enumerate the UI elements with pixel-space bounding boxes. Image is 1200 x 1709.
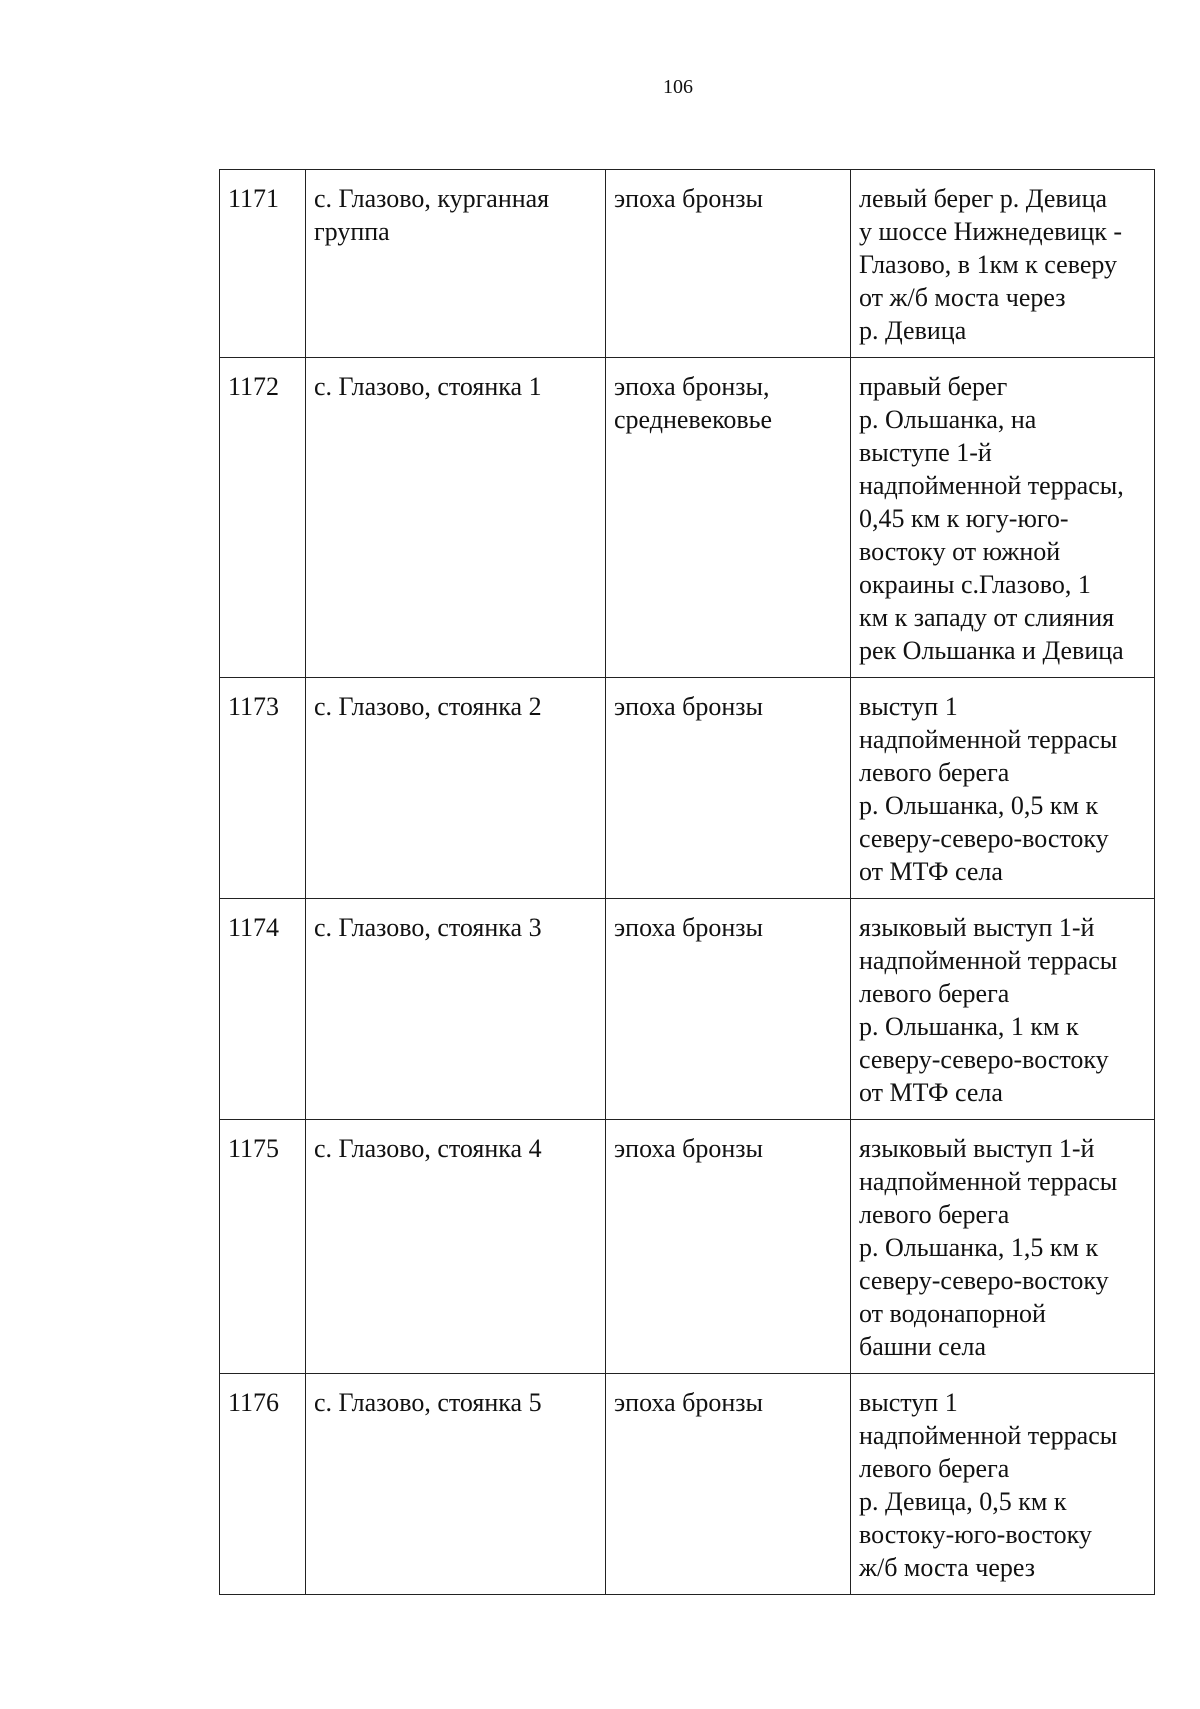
site-name-cell: с. Глазово, стоянка 1 <box>306 358 606 678</box>
epoch-cell: эпоха бронзы <box>606 1374 851 1595</box>
epoch-cell: эпоха бронзы <box>606 899 851 1120</box>
table-row <box>220 358 1155 678</box>
heritage-sites-table <box>219 169 1155 1595</box>
location-line: северу-северо-востоку <box>859 1266 1109 1295</box>
table-row <box>220 1120 1155 1374</box>
location-line: левого берега <box>859 758 1010 787</box>
location-line: выступ 1 <box>859 692 958 721</box>
site-name-cell: с. Глазово, стоянка 2 <box>306 678 606 899</box>
location-line: р. Девица <box>859 316 967 345</box>
table-body <box>220 170 1155 1595</box>
location-line: правый берег <box>859 372 1008 401</box>
location-line: востоку-юго-востоку <box>859 1520 1092 1549</box>
location-line: левого берега <box>859 1200 1010 1229</box>
location-line: от МТФ села <box>859 1078 1003 1107</box>
location-line: р. Ольшанка, 1 км к <box>859 1012 1079 1041</box>
location-cell <box>851 1374 1155 1595</box>
row-number-cell: 1172 <box>220 358 306 678</box>
site-name-cell: с. Глазово, стоянка 5 <box>306 1374 606 1595</box>
site-name-cell: с. Глазово, стоянка 4 <box>306 1120 606 1374</box>
row-number-cell: 1176 <box>220 1374 306 1595</box>
location-line: северу-северо-востоку <box>859 1045 1109 1074</box>
location-line: рек Ольшанка и Девица <box>859 636 1124 665</box>
location-line: ж/б моста через <box>859 1553 1036 1582</box>
location-line: окраины с.Глазово, 1 <box>859 570 1091 599</box>
location-line: северу-северо-востоку <box>859 824 1109 853</box>
location-line: левый берег р. Девица <box>859 184 1108 213</box>
location-line: р. Ольшанка, на <box>859 405 1037 434</box>
location-line: выступе 1-й <box>859 438 992 467</box>
location-line: км к западу от слияния <box>859 603 1115 632</box>
location-line: от МТФ села <box>859 857 1003 886</box>
epoch-cell: эпоха бронзы <box>606 170 851 358</box>
site-name-cell: с. Глазово, стоянка 3 <box>306 899 606 1120</box>
location-cell <box>851 1120 1155 1374</box>
location-line: языковый выступ 1-й <box>859 1134 1095 1163</box>
location-line: надпойменной террасы <box>859 1167 1118 1196</box>
row-number-cell: 1171 <box>220 170 306 358</box>
table-row <box>220 678 1155 899</box>
epoch-cell: эпоха бронзы, средневековье <box>606 358 851 678</box>
table-row <box>220 170 1155 358</box>
location-line: р. Ольшанка, 0,5 км к <box>859 791 1099 820</box>
row-number-cell: 1174 <box>220 899 306 1120</box>
location-line: башни села <box>859 1332 987 1361</box>
location-line: левого берега <box>859 979 1010 1008</box>
location-line: востоку от южной <box>859 537 1061 566</box>
site-name-cell: с. Глазово, курганная группа <box>306 170 606 358</box>
location-line: надпойменной террасы <box>859 1421 1118 1450</box>
location-line: у шоссе Нижнедевицк - <box>859 217 1123 246</box>
location-cell <box>851 358 1155 678</box>
location-cell <box>851 678 1155 899</box>
location-line: р. Девица, 0,5 км к <box>859 1487 1067 1516</box>
location-cell <box>851 170 1155 358</box>
location-cell <box>851 899 1155 1120</box>
epoch-cell: эпоха бронзы <box>606 678 851 899</box>
epoch-cell: эпоха бронзы <box>606 1120 851 1374</box>
location-line: левого берега <box>859 1454 1010 1483</box>
location-line: выступ 1 <box>859 1388 958 1417</box>
location-line: Глазово, в 1км к северу <box>859 250 1118 279</box>
location-line: от ж/б моста через <box>859 283 1066 312</box>
table-row <box>220 1374 1155 1595</box>
location-line: р. Ольшанка, 1,5 км к <box>859 1233 1099 1262</box>
location-line: надпойменной террасы <box>859 725 1118 754</box>
row-number-cell: 1173 <box>220 678 306 899</box>
location-line: 0,45 км к югу-юго- <box>859 504 1069 533</box>
table-row <box>220 899 1155 1120</box>
location-line: языковый выступ 1-й <box>859 913 1095 942</box>
row-number-cell: 1175 <box>220 1120 306 1374</box>
location-line: надпойменной террасы, <box>859 471 1124 500</box>
page-number: 106 <box>663 76 693 98</box>
location-line: надпойменной террасы <box>859 946 1118 975</box>
location-line: от водонапорной <box>859 1299 1046 1328</box>
